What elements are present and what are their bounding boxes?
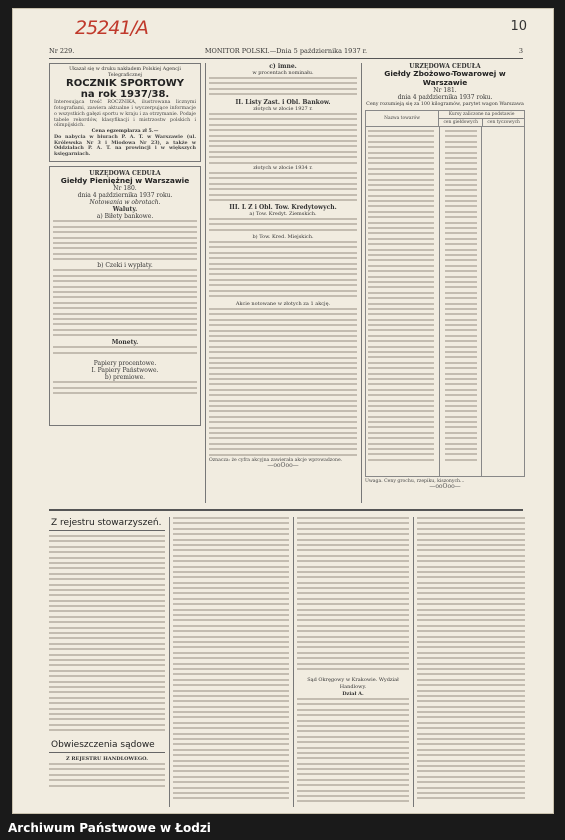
- col-header-b: cen tyczowych: [483, 119, 525, 127]
- grain-price-table: [365, 110, 525, 127]
- column-divider: [413, 517, 414, 807]
- ad-price: Cena egzemplarza zł 5.—: [91, 128, 159, 135]
- col2-listy-text: [209, 113, 357, 165]
- col2-ziemskie-text: [209, 218, 357, 234]
- money-sub: Notowania w obrotach.: [89, 199, 161, 207]
- header-rule: [49, 58, 523, 59]
- money-date: dnia 4 października 1937 roku.: [77, 192, 173, 200]
- col2-tow-heading: III. L Z i Obl. Tow. Kredytowych.: [229, 204, 337, 211]
- column-1: [49, 63, 201, 503]
- bilety-text: [53, 220, 197, 262]
- monety-heading: Monety.: [111, 339, 139, 347]
- lower-column-4: [417, 517, 525, 807]
- money-exchange-box: [49, 166, 201, 426]
- grain-title: Giełdy Zbożowo-Towarowej w Warszawie: [384, 69, 506, 87]
- ad-title: ROCZNIK SPORTOWY: [66, 78, 184, 90]
- grain-table-body: [365, 127, 525, 477]
- grain-names: [368, 130, 434, 477]
- col2-listy-heading: II. Listy Zast. i Obl. Bankow.: [235, 99, 331, 106]
- col2-c-sub: w procentach nominału.: [252, 70, 314, 76]
- column-divider: [293, 517, 294, 807]
- grain-values-a: [445, 130, 477, 477]
- column-divider: [205, 63, 206, 503]
- col2-closing-note: Oznacza: że cyfra akcyjna zawierała akcje wprowadzone.: [209, 458, 343, 463]
- ad-body: Interesująca treść ROCZNIKA, ilustrowana licznymi fotografiami, zawiera aktualne i wyczerpujące informacje o wszystkich gałęzi sportu w kraju i za otrzymanie. Podaje tabele rekordów, klasyfikacji i mistrzostw polskich i olimpijskich.: [54, 100, 196, 129]
- czeki-text: [53, 269, 197, 339]
- ad-intro: Ukazał się w druku nakładem Polskiej Agencji Telegraficznej: [69, 67, 181, 78]
- stowarzyszen-heading: Z rejestru stowarzyszeń.: [49, 517, 165, 531]
- grain-price-note: Ceny rozumieją się za 100 kilogramów, parytet wagon Warszawa: [366, 102, 524, 107]
- col-header-group: Kursy zaliczone na podstawie: [439, 111, 525, 119]
- grain-footer-note: Uwaga. Ceny grochu, rzepiku, kiszonych...: [365, 479, 465, 484]
- handwritten-page-number: 10: [510, 19, 527, 34]
- money-kicker: URZĘDOWA CEDUŁA: [89, 169, 161, 177]
- rejestr-handlowy-heading: Z REJESTRU HANDLOWEGO.: [65, 756, 148, 762]
- ornament-divider: —ooOoo—: [267, 462, 299, 470]
- page-number: 3: [518, 47, 523, 55]
- grain-no: Nr 181.: [433, 87, 457, 94]
- column-divider: [169, 517, 170, 807]
- col2-miejskie-text: [209, 241, 357, 301]
- section-rule: [49, 509, 523, 511]
- col2-c-heading: c) imne.: [269, 63, 297, 70]
- ad-title-year: na rok 1937/38.: [80, 89, 170, 101]
- money-no: Nr 180.: [113, 185, 137, 193]
- col2-listy-1927: złotych w złocie 1927 r.: [253, 106, 313, 112]
- archive-footer: [0, 814, 565, 840]
- money-title: Giełdy Pieniężnej w Warszawie: [60, 175, 190, 185]
- czeki-heading: b) Czeki i wypłaty.: [97, 262, 153, 270]
- lower-column-2: [173, 517, 289, 807]
- lower-col2-text: [173, 517, 289, 807]
- premiowe-heading: b) premiowe.: [104, 374, 146, 382]
- lower-column-3: [297, 517, 409, 807]
- ad-order: Do nabycia w biurach P. A. T. w Warszawie (ul. Królewska Nr 3 i Miodowa Nr 23), a także w Oddziałach P. A. T. na prowincji i w większych księgarniach.: [54, 133, 196, 158]
- col2-ziemskie: a) Tow. Kredyt. Ziemskich.: [249, 211, 317, 217]
- waluty-heading: Waluty.: [112, 206, 138, 214]
- col2-miejskie: b) Tow. Kred. Miejskich.: [252, 234, 314, 240]
- header-title: MONITOR POLSKI.—Dnia 5 października 1937 r.: [204, 47, 368, 55]
- ornament-divider: —ooOoo—: [429, 483, 461, 491]
- newspaper-page: [12, 8, 554, 814]
- bilety-heading: a) Biłety bankowe.: [96, 213, 154, 221]
- papiery-panstwowe-heading: I. Papiery Państwowe.: [91, 367, 159, 375]
- monety-text: [53, 346, 197, 360]
- lower-col4-text: [417, 517, 525, 807]
- obwieszczenia-heading: Obwieszczenia sądowe: [49, 739, 165, 753]
- rocznik-ad: [49, 63, 201, 162]
- column-2: [209, 63, 357, 503]
- col-header-name: Nazwa towarów: [366, 111, 439, 127]
- lower-column-1: [49, 517, 165, 807]
- col2-c-text: [209, 77, 357, 99]
- archive-name: Archiwum Państwowe w Łodzi: [8, 821, 211, 835]
- grain-date: dnia 4 października 1937 roku.: [397, 94, 493, 101]
- col2-listy-1934: złotych w złocie 1934 r.: [253, 165, 313, 171]
- obwieszczenia-text: [49, 763, 165, 793]
- dzial-a-heading: Dział A.: [342, 691, 364, 697]
- col2-listy-1934-text: [209, 172, 357, 204]
- column-divider: [361, 63, 362, 503]
- col2-akcje-text: [209, 308, 357, 458]
- page-header: [49, 45, 523, 57]
- lower-col3-text: [297, 517, 409, 677]
- col-header-a: cen giełdowych: [439, 119, 483, 127]
- col2-akcje-heading: Akcie notowane w złotych za 1 akcję.: [235, 301, 331, 307]
- sad-okregowy-heading: Sąd Okręgowy w Krakowie. Wydział Handlowy.: [307, 677, 399, 690]
- papiery-heading: Papiery procentowe.: [93, 360, 157, 368]
- premiowe-text: [53, 381, 197, 397]
- lower-col3-text-2: [297, 698, 409, 807]
- handwritten-reference: 25241/A: [75, 17, 148, 39]
- column-3: [365, 63, 525, 503]
- issue-number: Nr 229.: [49, 47, 75, 55]
- stowarzyszen-text: [49, 535, 165, 735]
- grain-kicker: URZĘDOWA CEDUŁA: [409, 63, 481, 70]
